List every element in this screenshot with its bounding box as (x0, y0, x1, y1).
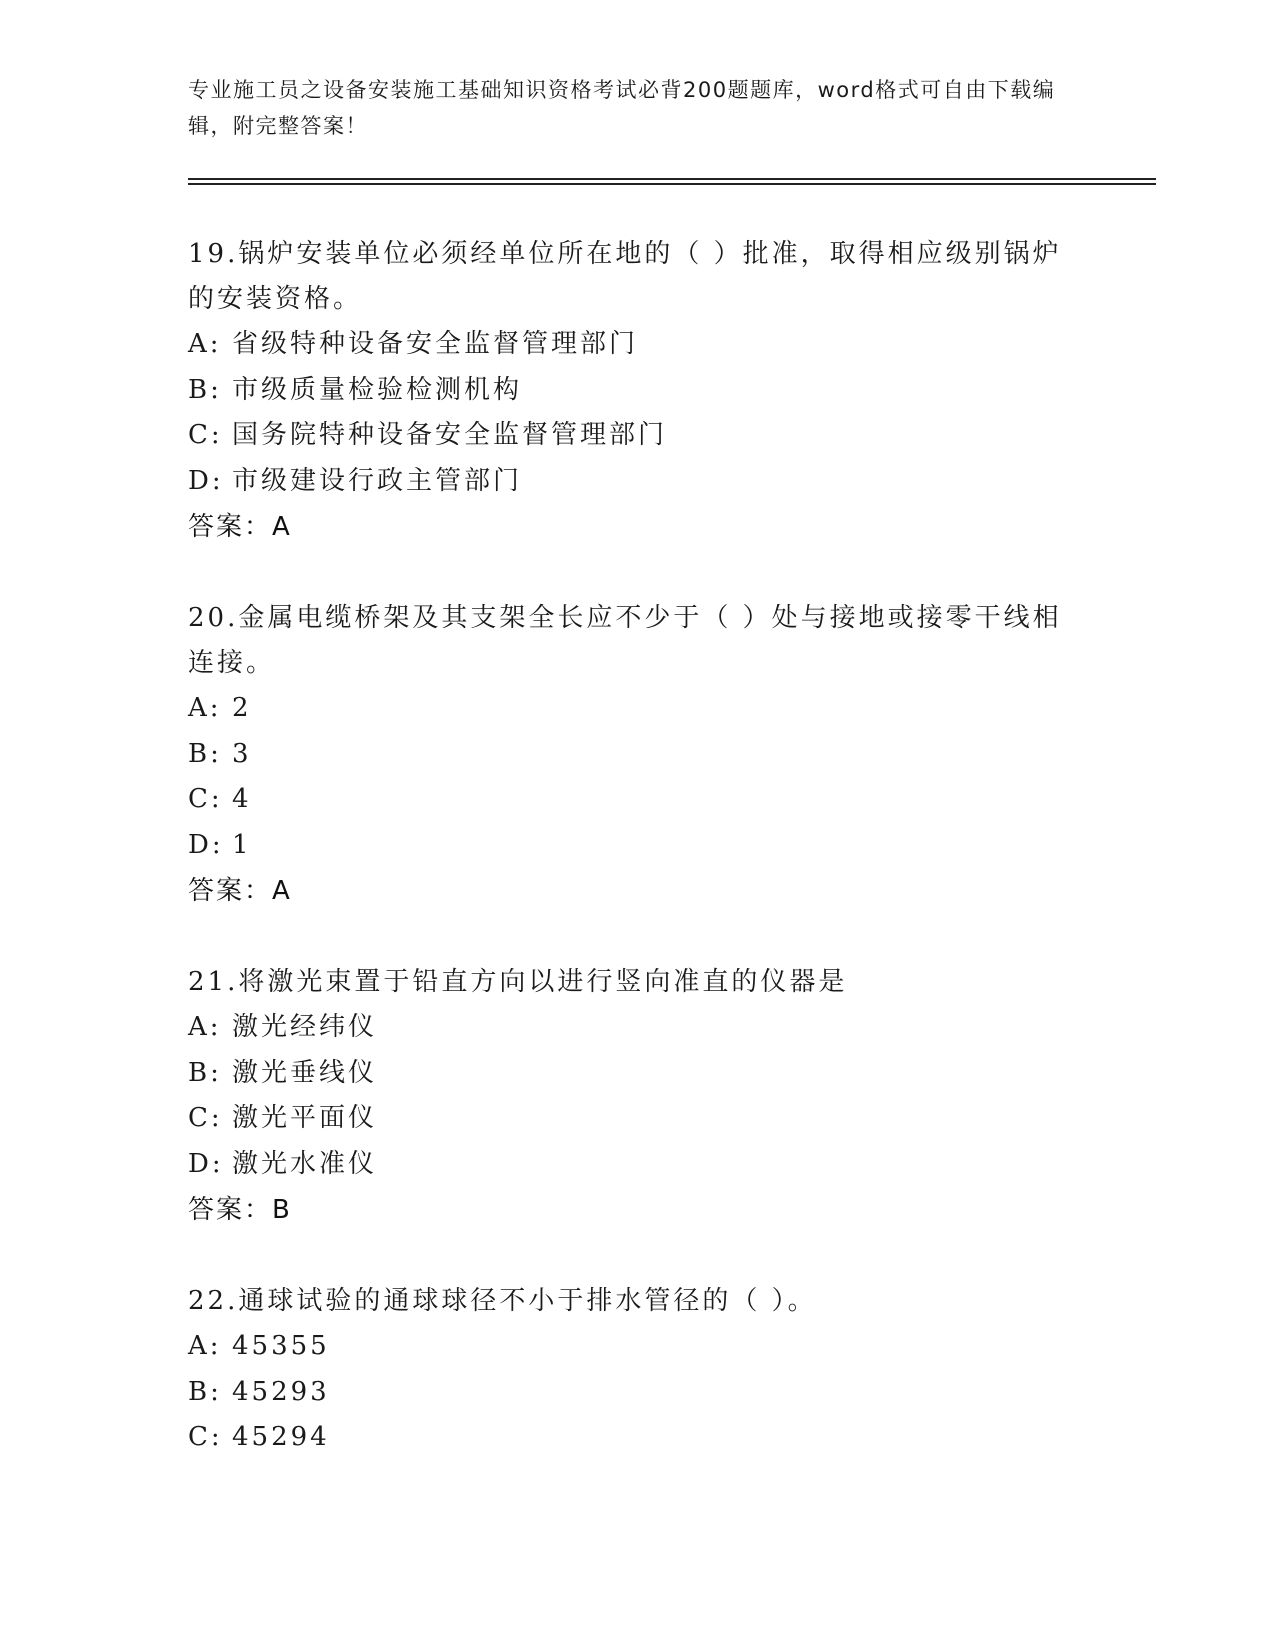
answer-text: 答案：A (188, 512, 292, 542)
option-label: D: (188, 829, 224, 860)
option-label: A: (188, 1331, 222, 1361)
option-label: C: (188, 1422, 223, 1452)
option-text: 45293 (232, 1376, 330, 1407)
header-divider-bottom (188, 183, 1156, 185)
question-21 (188, 960, 1068, 1233)
option-c (188, 1096, 1068, 1142)
option-text: 2 (232, 693, 252, 723)
option-label: B: (188, 1376, 222, 1407)
option-text: 激光垂线仪 (232, 1057, 378, 1088)
document-header: 专业施工员之设备安装施工基础知识资格考试必背200题题库，word格式可自由下载编辑，附完整答案！ (188, 78, 1056, 138)
option-text: 国务院特种设备安全监督管理部门 (232, 420, 668, 450)
option-text: 省级特种设备安全监督管理部门 (232, 329, 639, 359)
option-text: 市级质量检验检测机构 (232, 374, 523, 405)
option-text: 激光平面仪 (232, 1103, 378, 1133)
option-label: A: (188, 693, 222, 723)
option-label: B: (188, 738, 222, 769)
option-a (188, 1324, 1068, 1370)
question-text: 22.通球试验的通球球径不小于排水管径的（ ）。 (188, 1286, 817, 1316)
option-label: B: (188, 1057, 222, 1088)
option-text: 3 (232, 738, 252, 769)
option-c (188, 413, 1068, 459)
question-text: 19.锅炉安装单位必须经单位所在地的（ ）批准，取得相应级别锅炉的安装资格。 (188, 239, 1062, 314)
question-20 (188, 596, 1068, 914)
option-d (188, 459, 1068, 505)
option-label: B: (188, 374, 222, 405)
option-d (188, 1142, 1068, 1188)
option-label: C: (188, 420, 223, 450)
option-label: D: (188, 1148, 224, 1179)
option-d (188, 823, 1068, 869)
option-label: D: (188, 465, 224, 496)
option-label: C: (188, 1103, 223, 1133)
option-a (188, 1005, 1068, 1051)
option-text: 45355 (232, 1331, 330, 1361)
answer-text: 答案：A (188, 876, 292, 906)
option-b (188, 732, 1068, 778)
option-b (188, 1051, 1068, 1097)
question-text: 20.金属电缆桥架及其支架全长应不少于（ ）处与接地或接零干线相连接。 (188, 603, 1062, 678)
option-text: 45294 (232, 1422, 330, 1452)
question-text: 21.将激光束置于铅直方向以进行竖向准直的仪器是 (188, 967, 848, 997)
header-divider-top (188, 178, 1156, 180)
option-c (188, 1415, 1068, 1461)
option-b (188, 368, 1068, 414)
question-22 (188, 1279, 1068, 1461)
option-text: 激光经纬仪 (232, 1012, 378, 1042)
answer-text: 答案：B (188, 1195, 292, 1225)
option-a (188, 322, 1068, 368)
option-label: C: (188, 784, 223, 814)
question-19 (188, 232, 1068, 550)
option-text: 4 (232, 784, 252, 814)
option-label: A: (188, 329, 222, 359)
option-text: 1 (232, 829, 252, 860)
option-a (188, 686, 1068, 732)
option-text: 市级建设行政主管部门 (232, 465, 523, 496)
option-b (188, 1370, 1068, 1416)
option-label: A: (188, 1012, 222, 1042)
question-list (188, 232, 1068, 1507)
option-text: 激光水准仪 (232, 1148, 378, 1179)
option-c (188, 777, 1068, 823)
